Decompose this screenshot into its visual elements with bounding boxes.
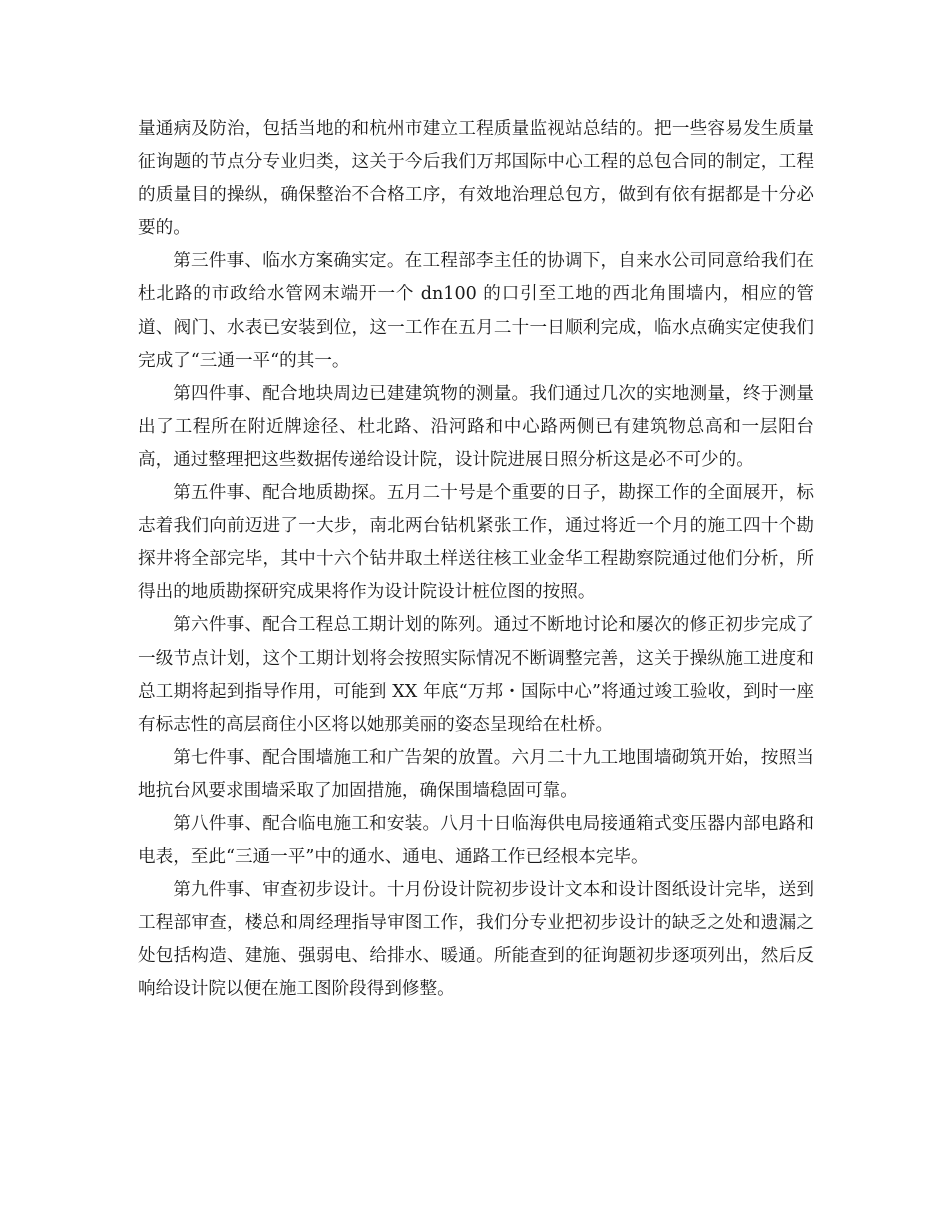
document-body (138, 113, 814, 1007)
paragraph-1: 第三件事、临水方案确实定。在工程部李主任的协调下，自来水公司同意给我们在杜北路的市政给水管网末端开一个 dn100 的口引至工地的西北角围墙内，相应的管道、阀门、水表已安装到位，这一工作在五月二十一日顺利完成，临水点确实定使我们完成了“三通一平“的其一。 (138, 251, 814, 371)
paragraph-5: 第七件事、配合围墙施工和广告架的放置。六月二十九工地围墙砌筑开始，按照当地抗台风要求围墙采取了加固措施，确保围墙稳固可靠。 (138, 747, 814, 801)
paragraph-2: 第四件事、配合地块周边已建建筑物的测量。我们通过几次的实地测量，终于测量出了工程所在附近牌途径、杜北路、沿河路和中心路两侧已有建筑物总高和一层阳台高，通过整理把这些数据传递给设计院，设计院进展日照分析这是必不可少的。 (138, 383, 814, 470)
paragraph-0: 量通病及防治，包括当地的和杭州市建立工程质量监视站总结的。把一些容易发生质量征询题的节点分专业归类，这关于今后我们万邦国际中心工程的总包合同的制定，工程的质量目的操纵，确保整治不合格工序，有效地治理总包方，做到有依有据都是十分必要的。 (138, 119, 814, 239)
paragraph-4: 第六件事、配合工程总工期计划的陈列。通过不断地讨论和屡次的修正初步完成了一级节点计划，这个工期计划将会按照实际情况不断调整完善，这关于操纵施工进度和总工期将起到指导作用，可能到 XX 年底“万邦・国际中心”将通过竣工验收，到时一座有标志性的高层商住小区将以她那美丽的姿态呈现给在杜桥。 (138, 615, 814, 735)
paragraph-6: 第八件事、配合临电施工和安装。八月十日临海供电局接通箱式变压器内部电路和电表，至此“三通一平”中的通水、通电、通路工作已经根本完毕。 (138, 813, 814, 868)
paragraph-7: 第九件事、审查初步设计。十月份设计院初步设计文本和设计图纸设计完毕，送到工程部审查，楼总和周经理指导审图工作，我们分专业把初步设计的缺乏之处和遗漏之处包括构造、建施、强弱电、给排水、暖通。所能查到的征询题初步逐项列出，然后反响给设计院以便在施工图阶段得到修整。 (138, 880, 814, 1000)
paragraph-3: 第五件事、配合地质勘探。五月二十号是个重要的日子，勘探工作的全面展开，标志着我们向前迈进了一大步，南北两台钻机紧张工作，通过将近一个月的施工四十个勘探井将全部完毕，其中十六个钻井取土样送往核工业金华工程勘察院通过他们分析，所得出的地质勘探研究成果将作为设计院设计桩位图的按照。 (138, 483, 814, 603)
